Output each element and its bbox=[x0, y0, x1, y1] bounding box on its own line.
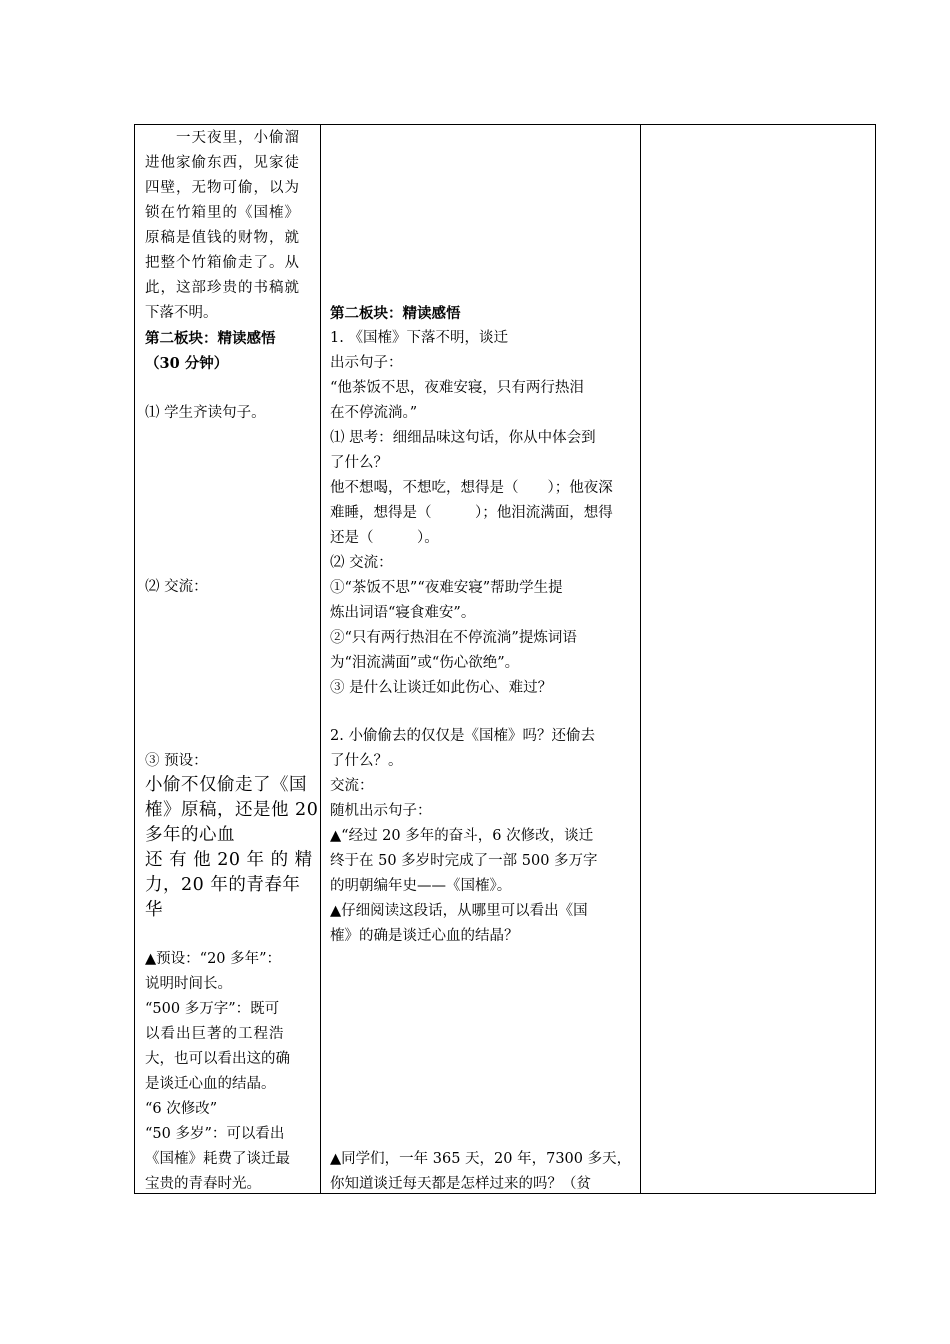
text-line: 的明朝编年史——《国榷》。 bbox=[330, 878, 512, 894]
text-line: ③ 是什么让谈迁如此伤心、难过？ bbox=[330, 680, 553, 696]
story-line: 把整个竹箱偷走了。从 bbox=[145, 255, 300, 271]
text-line: 了什么？。 bbox=[330, 753, 403, 769]
text-line: ①“茶饭不思”“夜难安寝”帮助学生提 bbox=[330, 580, 563, 596]
preset-note-line: 以看出巨著的工程浩 bbox=[145, 1026, 285, 1042]
preset-note-line: 宝贵的青春时光。 bbox=[145, 1176, 261, 1192]
story-line: 进他家偷东西，见家徒 bbox=[145, 155, 300, 171]
preset-line: 多年的心血 bbox=[145, 825, 235, 845]
text-line: 出示句子： bbox=[330, 355, 403, 371]
text-line: 2. 小偷偷去的仅仅是《国榷》吗？还偷去 bbox=[330, 728, 595, 744]
preset-note-line: “500 多万字”：既可 bbox=[145, 1001, 280, 1017]
preset-line: 华 bbox=[145, 900, 163, 920]
section-title: 第二板块：精读感悟 bbox=[330, 305, 461, 322]
text-line: 随机出示句子： bbox=[330, 803, 432, 819]
teacher-activity-column bbox=[321, 125, 641, 1193]
preset-line: 榷》原稿，还是他 20 bbox=[145, 800, 319, 820]
story-line: 一天夜里，小偷溜 bbox=[145, 130, 300, 146]
text-line: ⑴ 思考：细细品味这句话，你从中体会到 bbox=[330, 430, 596, 446]
notes-column bbox=[641, 125, 875, 1193]
text-line: 你知道谈迁每天都是怎样过来的吗？（贫 bbox=[330, 1176, 591, 1192]
text-line: 了什么？ bbox=[330, 455, 388, 471]
story-line: 此，这部珍贵的书稿就 bbox=[145, 280, 300, 296]
text-line: 他不想喝，不想吃，想得是（ ）；他夜深 bbox=[330, 480, 613, 496]
text-line: ▲同学们，一年 365 天，20 年，7300 多天， bbox=[330, 1151, 632, 1167]
text-line: 交流： bbox=[330, 778, 374, 794]
section-time: （30 分钟） bbox=[145, 355, 229, 372]
text-line: “他茶饭不思，夜难安寝，只有两行热泪 bbox=[330, 380, 584, 396]
step-discussion: ⑵ 交流： bbox=[145, 579, 208, 595]
preset-note-line: 《国榷》耗费了谈迁最 bbox=[145, 1151, 290, 1167]
student-activity-column bbox=[135, 125, 321, 1193]
preset-line: 还 有 他 20 年 的 精 bbox=[145, 850, 313, 870]
text-line: ②“只有两行热泪在不停流淌”提炼词语 bbox=[330, 630, 577, 646]
preset-note-line: 大，也可以看出这的确 bbox=[145, 1051, 290, 1067]
text-line: 炼出词语“寝食难安”。 bbox=[330, 605, 476, 621]
preset-line: 力，20 年的青春年 bbox=[145, 875, 301, 895]
text-line: 1. 《国榷》下落不明，谈迁 bbox=[330, 330, 508, 346]
text-line: 榷》的确是谈迁心血的结晶？ bbox=[330, 928, 519, 944]
story-line: 锁在竹箱里的《国榷》 bbox=[145, 205, 300, 221]
preset-note-line: “6 次修改” bbox=[145, 1101, 218, 1117]
preset-note-line: 说明时间长。 bbox=[145, 976, 232, 992]
preset-label: ③ 预设： bbox=[145, 753, 208, 769]
preset-note-line: ▲预设：“20 多年”： bbox=[145, 951, 282, 967]
story-line: 原稿是值钱的财物，就 bbox=[145, 230, 300, 246]
preset-line: 小偷不仅偷走了《国 bbox=[145, 775, 307, 795]
text-line: ▲仔细阅读这段话，从哪里可以看出《国 bbox=[330, 903, 588, 919]
text-line: ⑵ 交流： bbox=[330, 555, 393, 571]
story-line: 下落不明。 bbox=[145, 305, 218, 321]
lesson-plan-table bbox=[134, 124, 876, 1194]
text-line: 为“泪流满面”或“伤心欲绝”。 bbox=[330, 655, 520, 671]
text-line: ▲“经过 20 多年的奋斗，6 次修改，谈迁 bbox=[330, 828, 594, 844]
text-line: 在不停流淌。” bbox=[330, 405, 418, 421]
step-read-aloud: ⑴ 学生齐读句子。 bbox=[145, 405, 266, 421]
text-line: 难睡，想得是（ ）；他泪流满面，想得 bbox=[330, 505, 613, 521]
story-line: 四壁，无物可偷，以为 bbox=[145, 180, 300, 196]
section-title: 第二板块：精读感悟 bbox=[145, 330, 276, 347]
preset-note-line: 是谈迁心血的结晶。 bbox=[145, 1076, 276, 1092]
text-line: 终于在 50 多岁时完成了一部 500 多万字 bbox=[330, 853, 598, 869]
preset-note-line: “50 多岁”：可以看出 bbox=[145, 1126, 285, 1142]
text-line: 还是（ ）。 bbox=[330, 530, 439, 546]
